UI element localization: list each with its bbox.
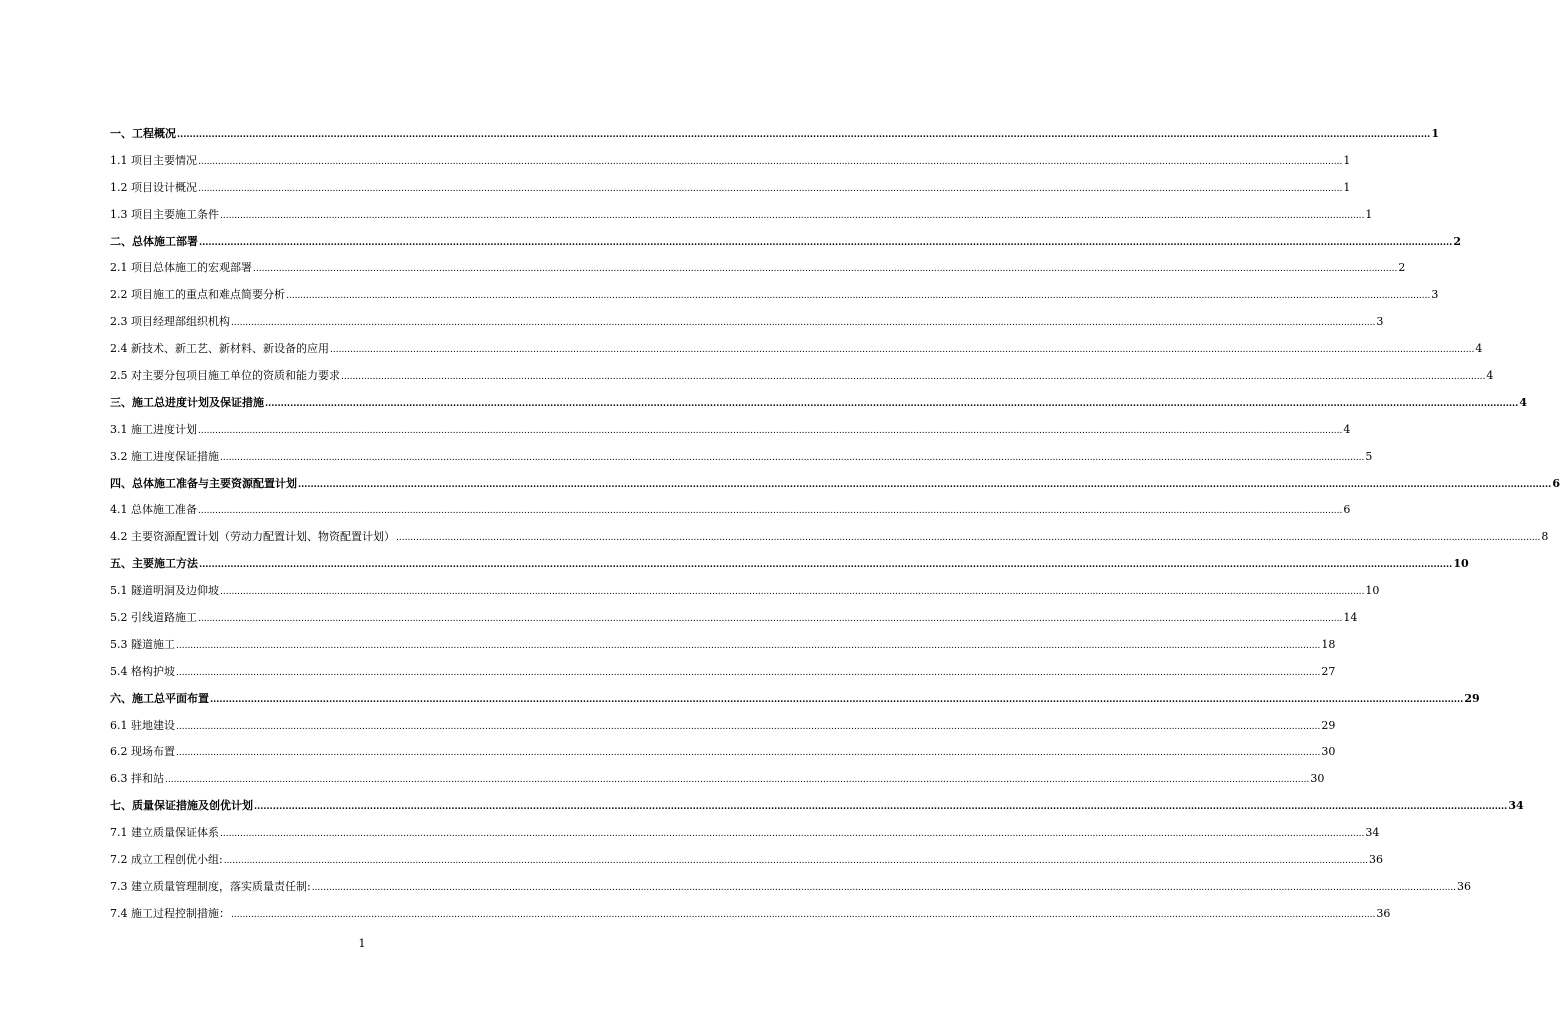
toc-entry-label: 七、质量保证措施及创优计划 bbox=[110, 799, 253, 813]
toc-leader-dots: ................................................................................................................................................................................................................................................................................................................................................................................................................ bbox=[198, 614, 1343, 625]
toc-section-entry[interactable] bbox=[110, 901, 1391, 928]
toc-entry-page: 18 bbox=[1321, 637, 1336, 651]
toc-section-entry[interactable] bbox=[110, 175, 1351, 202]
toc-chapter-entry[interactable] bbox=[110, 121, 1439, 148]
toc-leader-dots: ................................................................................................................................................................................................................................................................................................................................................................................................................ bbox=[265, 398, 1519, 409]
toc-entry-label: 1.1 项目主要情况 bbox=[110, 153, 197, 167]
toc-entry-label: 4.2 主要资源配置计划（劳动力配置计划、物资配置计划） bbox=[110, 530, 395, 544]
toc-entry-label: 3.2 施工进度保证措施 bbox=[110, 449, 219, 463]
toc-section-entry[interactable] bbox=[110, 524, 1549, 551]
toc-entry-label: 7.3 建立质量管理制度，落实质量责任制: bbox=[110, 879, 311, 893]
toc-section-entry[interactable] bbox=[110, 202, 1373, 229]
toc-leader-dots: ................................................................................................................................................................................................................................................................................................................................................................................................................ bbox=[176, 667, 1321, 678]
table-of-contents bbox=[110, 121, 1560, 928]
toc-section-entry[interactable] bbox=[110, 739, 1336, 766]
toc-entry-label: 7.1 建立质量保证体系 bbox=[110, 826, 219, 840]
toc-leader-dots: ................................................................................................................................................................................................................................................................................................................................................................................................................ bbox=[231, 909, 1376, 920]
toc-leader-dots: ................................................................................................................................................................................................................................................................................................................................................................................................................ bbox=[330, 345, 1475, 356]
toc-leader-dots: ................................................................................................................................................................................................................................................................................................................................................................................................................ bbox=[176, 640, 1321, 651]
toc-chapter-entry[interactable] bbox=[110, 551, 1469, 578]
toc-leader-dots: ................................................................................................................................................................................................................................................................................................................................................................................................................ bbox=[220, 587, 1365, 598]
toc-entry-label: 三、施工总进度计划及保证措施 bbox=[110, 395, 264, 409]
toc-entry-label: 二、总体施工部署 bbox=[110, 234, 198, 248]
toc-entry-label: 一、工程概况 bbox=[110, 127, 176, 140]
toc-leader-dots: ................................................................................................................................................................................................................................................................................................................................................................................................................ bbox=[177, 130, 1431, 140]
toc-leader-dots: ................................................................................................................................................................................................................................................................................................................................................................................................................ bbox=[286, 291, 1431, 302]
toc-leader-dots: ................................................................................................................................................................................................................................................................................................................................................................................................................ bbox=[176, 721, 1321, 732]
toc-entry-label: 六、施工总平面布置 bbox=[110, 691, 209, 705]
toc-entry-page: 1 bbox=[1365, 207, 1373, 221]
toc-entry-page: 6 bbox=[1343, 503, 1351, 517]
toc-entry-page: 34 bbox=[1365, 826, 1380, 840]
toc-entry-page: 36 bbox=[1457, 879, 1472, 893]
toc-entry-page: 6 bbox=[1552, 476, 1560, 490]
toc-entry-label: 1.3 项目主要施工条件 bbox=[110, 207, 219, 221]
toc-section-entry[interactable] bbox=[110, 417, 1351, 444]
toc-entry-page: 34 bbox=[1508, 799, 1524, 813]
toc-entry-label: 3.1 施工进度计划 bbox=[110, 422, 197, 436]
toc-entry-label: 2.3 项目经理部组织机构 bbox=[110, 315, 230, 329]
toc-leader-dots: ................................................................................................................................................................................................................................................................................................................................................................................................................ bbox=[223, 856, 1369, 867]
toc-entry-page: 1 bbox=[1343, 180, 1351, 194]
toc-entry-label: 5.4 格构护坡 bbox=[110, 664, 175, 678]
toc-entry-label: 2.4 新技术、新工艺、新材料、新设备的应用 bbox=[110, 342, 329, 356]
toc-entry-label: 1.2 项目设计概况 bbox=[110, 180, 197, 194]
toc-entry-label: 7.4 施工过程控制措施： bbox=[110, 906, 230, 920]
toc-section-entry[interactable] bbox=[110, 363, 1494, 390]
toc-section-entry[interactable] bbox=[110, 255, 1406, 282]
toc-entry-label: 6.1 驻地建设 bbox=[110, 718, 175, 732]
toc-leader-dots: ................................................................................................................................................................................................................................................................................................................................................................................................................ bbox=[220, 452, 1365, 463]
toc-leader-dots: ................................................................................................................................................................................................................................................................................................................................................................................................................ bbox=[199, 560, 1453, 571]
toc-leader-dots: ................................................................................................................................................................................................................................................................................................................................................................................................................ bbox=[198, 506, 1343, 517]
toc-section-entry[interactable] bbox=[110, 336, 1483, 363]
toc-entry-page: 29 bbox=[1321, 718, 1336, 732]
page-number: 1 bbox=[358, 937, 366, 950]
toc-chapter-entry[interactable] bbox=[110, 686, 1480, 713]
toc-entry-label: 5.2 引线道路施工 bbox=[110, 611, 197, 625]
toc-entry-label: 6.3 拌和站 bbox=[110, 772, 164, 786]
toc-entry-page: 14 bbox=[1343, 611, 1358, 625]
toc-leader-dots: ................................................................................................................................................................................................................................................................................................................................................................................................................ bbox=[396, 533, 1541, 544]
toc-leader-dots: ................................................................................................................................................................................................................................................................................................................................................................................................................ bbox=[199, 237, 1453, 248]
toc-entry-label: 2.5 对主要分包项目施工单位的资质和能力要求 bbox=[110, 369, 340, 383]
toc-section-entry[interactable] bbox=[110, 874, 1472, 901]
toc-entry-page: 4 bbox=[1519, 395, 1527, 409]
toc-section-entry[interactable] bbox=[110, 713, 1336, 740]
toc-entry-page: 4 bbox=[1343, 422, 1351, 436]
toc-entry-page: 4 bbox=[1475, 342, 1483, 356]
toc-leader-dots: ................................................................................................................................................................................................................................................................................................................................................................................................................ bbox=[298, 479, 1552, 490]
toc-entry-page: 10 bbox=[1365, 584, 1380, 598]
toc-section-entry[interactable] bbox=[110, 578, 1380, 605]
toc-entry-page: 2 bbox=[1453, 234, 1461, 248]
toc-leader-dots: ................................................................................................................................................................................................................................................................................................................................................................................................................ bbox=[210, 694, 1464, 705]
toc-entry-page: 10 bbox=[1453, 557, 1469, 571]
toc-section-entry[interactable] bbox=[110, 632, 1336, 659]
toc-leader-dots: ................................................................................................................................................................................................................................................................................................................................................................................................................ bbox=[220, 210, 1365, 221]
toc-entry-page: 2 bbox=[1398, 261, 1406, 275]
toc-entry-label: 2.1 项目总体施工的宏观部署 bbox=[110, 261, 252, 275]
toc-leader-dots: ................................................................................................................................................................................................................................................................................................................................................................................................................ bbox=[341, 372, 1486, 383]
toc-entry-label: 四、总体施工准备与主要资源配置计划 bbox=[110, 476, 297, 490]
toc-entry-label: 2.2 项目施工的重点和难点简要分析 bbox=[110, 288, 285, 302]
toc-entry-page: 27 bbox=[1321, 664, 1336, 678]
toc-entry-page: 36 bbox=[1369, 853, 1384, 867]
toc-entry-page: 36 bbox=[1376, 906, 1391, 920]
toc-leader-dots: ................................................................................................................................................................................................................................................................................................................................................................................................................ bbox=[220, 829, 1365, 840]
toc-entry-label: 6.2 现场布置 bbox=[110, 745, 175, 759]
toc-section-entry[interactable] bbox=[110, 766, 1325, 793]
toc-entry-page: 30 bbox=[1310, 772, 1325, 786]
toc-chapter-entry[interactable] bbox=[110, 229, 1461, 256]
toc-leader-dots: ................................................................................................................................................................................................................................................................................................................................................................................................................ bbox=[231, 318, 1376, 329]
toc-section-entry[interactable] bbox=[110, 820, 1380, 847]
toc-entry-label: 5.3 隧道施工 bbox=[110, 637, 175, 651]
toc-chapter-entry[interactable] bbox=[110, 793, 1524, 820]
toc-entry-page: 1 bbox=[1343, 153, 1351, 167]
toc-leader-dots: ................................................................................................................................................................................................................................................................................................................................................................................................................ bbox=[311, 882, 1457, 893]
toc-entry-page: 1 bbox=[1431, 127, 1439, 140]
toc-entry-label: 7.2 成立工程创优小组: bbox=[110, 853, 223, 867]
toc-entry-label: 五、主要施工方法 bbox=[110, 557, 198, 571]
toc-section-entry[interactable] bbox=[110, 148, 1351, 175]
toc-section-entry[interactable] bbox=[110, 282, 1439, 309]
toc-entry-page: 5 bbox=[1365, 449, 1373, 463]
toc-leader-dots: ................................................................................................................................................................................................................................................................................................................................................................................................................ bbox=[198, 425, 1343, 436]
toc-entry-page: 8 bbox=[1541, 530, 1549, 544]
toc-section-entry[interactable] bbox=[110, 497, 1351, 524]
toc-leader-dots: ................................................................................................................................................................................................................................................................................................................................................................................................................ bbox=[165, 775, 1310, 786]
toc-leader-dots: ................................................................................................................................................................................................................................................................................................................................................................................................................ bbox=[176, 748, 1321, 759]
toc-leader-dots: ................................................................................................................................................................................................................................................................................................................................................................................................................ bbox=[198, 156, 1343, 167]
toc-leader-dots: ................................................................................................................................................................................................................................................................................................................................................................................................................ bbox=[254, 802, 1508, 813]
toc-entry-label: 5.1 隧道明洞及边仰坡 bbox=[110, 584, 219, 598]
toc-section-entry[interactable] bbox=[110, 847, 1384, 874]
toc-entry-label: 4.1 总体施工准备 bbox=[110, 503, 197, 517]
toc-leader-dots: ................................................................................................................................................................................................................................................................................................................................................................................................................ bbox=[198, 183, 1343, 194]
toc-section-entry[interactable] bbox=[110, 659, 1336, 686]
toc-entry-page: 30 bbox=[1321, 745, 1336, 759]
toc-entry-page: 3 bbox=[1431, 288, 1439, 302]
toc-section-entry[interactable] bbox=[110, 605, 1358, 632]
toc-entry-page: 3 bbox=[1376, 315, 1384, 329]
toc-chapter-entry[interactable] bbox=[110, 471, 1560, 498]
toc-section-entry[interactable] bbox=[110, 309, 1384, 336]
toc-entry-page: 4 bbox=[1486, 369, 1494, 383]
toc-chapter-entry[interactable] bbox=[110, 390, 1527, 417]
toc-section-entry[interactable] bbox=[110, 444, 1373, 471]
toc-leader-dots: ................................................................................................................................................................................................................................................................................................................................................................................................................ bbox=[253, 264, 1398, 275]
toc-entry-page: 29 bbox=[1464, 691, 1480, 705]
